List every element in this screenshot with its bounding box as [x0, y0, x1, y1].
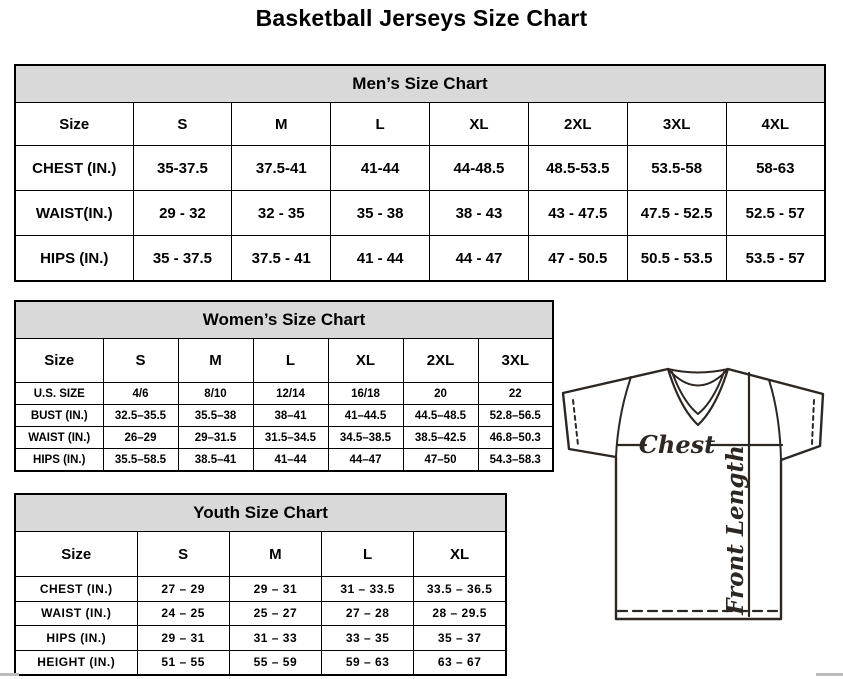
cell: 4/6 [103, 383, 178, 405]
row-label: CHEST (IN.) [15, 577, 137, 602]
col-header: 3XL [627, 103, 726, 146]
table-row [15, 405, 553, 427]
cell: 25 – 27 [229, 601, 321, 626]
cell: 20 [403, 383, 478, 405]
cell: 27 – 28 [322, 601, 414, 626]
table-row [15, 601, 506, 626]
cell: 52.8–56.5 [478, 405, 553, 427]
table-row [15, 103, 825, 146]
col-header: XL [328, 339, 403, 383]
cell: 27 – 29 [137, 577, 229, 602]
table-row [15, 301, 553, 339]
cell: 35 - 37.5 [133, 236, 232, 282]
cell: 63 – 67 [414, 650, 506, 675]
cell: 35 - 38 [331, 191, 430, 236]
cell: 38.5–41 [178, 449, 253, 472]
col-header: Size [15, 532, 137, 577]
cell: 8/10 [178, 383, 253, 405]
col-header: S [137, 532, 229, 577]
cell: 35 – 37 [414, 626, 506, 651]
col-header: M [232, 103, 331, 146]
cell: 34.5–38.5 [328, 427, 403, 449]
youth-size-table [14, 493, 507, 676]
cell: 38 - 43 [430, 191, 529, 236]
right-sleeve-dashed-line [812, 400, 814, 444]
cell: 37.5-41 [232, 146, 331, 191]
row-label: CHEST (IN.) [15, 146, 133, 191]
cell: 47–50 [403, 449, 478, 472]
col-header: 2XL [528, 103, 627, 146]
cell: 41 - 44 [331, 236, 430, 282]
table-row [15, 449, 553, 472]
cell: 47 - 50.5 [528, 236, 627, 282]
row-label: WAIST(IN.) [15, 191, 133, 236]
cell: 31 – 33.5 [322, 577, 414, 602]
mens-size-table [14, 64, 826, 282]
front-length-label: Front Length [722, 445, 749, 615]
cell: 32.5–35.5 [103, 405, 178, 427]
row-label: HIPS (IN.) [15, 449, 103, 472]
table-row [15, 191, 825, 236]
row-label: HEIGHT (IN.) [15, 650, 137, 675]
row-label: HIPS (IN.) [15, 626, 137, 651]
jersey-outline [563, 369, 823, 619]
cell: 32 - 35 [232, 191, 331, 236]
cell: 16/18 [328, 383, 403, 405]
cell: 33 – 35 [322, 626, 414, 651]
col-header: L [253, 339, 328, 383]
col-header: S [133, 103, 232, 146]
cell: 41–44 [253, 449, 328, 472]
right-sleeve-seam [769, 380, 781, 460]
cell: 52.5 - 57 [726, 191, 825, 236]
col-header: Size [15, 339, 103, 383]
cell: 29 - 32 [133, 191, 232, 236]
row-label: U.S. SIZE [15, 383, 103, 405]
table-row [15, 236, 825, 282]
cell: 12/14 [253, 383, 328, 405]
row-label: HIPS (IN.) [15, 236, 133, 282]
cell: 38–41 [253, 405, 328, 427]
cell: 44-48.5 [430, 146, 529, 191]
cell: 24 – 25 [137, 601, 229, 626]
womens-table-title: Women’s Size Chart [15, 301, 553, 339]
cell: 50.5 - 53.5 [627, 236, 726, 282]
col-header: Size [15, 103, 133, 146]
col-header: M [229, 532, 321, 577]
cell: 22 [478, 383, 553, 405]
cell: 44–47 [328, 449, 403, 472]
cell: 33.5 – 36.5 [414, 577, 506, 602]
col-header: L [331, 103, 430, 146]
col-header: 2XL [403, 339, 478, 383]
cell: 26–29 [103, 427, 178, 449]
table-row [15, 650, 506, 675]
col-header: 4XL [726, 103, 825, 146]
page-title: Basketball Jerseys Size Chart [255, 5, 588, 31]
cell: 41-44 [331, 146, 430, 191]
col-header: L [322, 532, 414, 577]
cell: 58-63 [726, 146, 825, 191]
table-row [15, 494, 506, 532]
table-row [15, 383, 553, 405]
row-label: BUST (IN.) [15, 405, 103, 427]
cell: 28 – 29.5 [414, 601, 506, 626]
cell: 29 – 31 [137, 626, 229, 651]
cell: 44 - 47 [430, 236, 529, 282]
cell: 44.5–48.5 [403, 405, 478, 427]
cell: 51 – 55 [137, 650, 229, 675]
left-sleeve-dashed-line [573, 400, 578, 445]
youth-table-title: Youth Size Chart [15, 494, 506, 532]
cell: 48.5-53.5 [528, 146, 627, 191]
mens-table-title: Men’s Size Chart [15, 65, 825, 103]
cell: 31 – 33 [229, 626, 321, 651]
col-header: M [178, 339, 253, 383]
womens-size-table [14, 300, 554, 472]
collar-top-line [668, 369, 728, 373]
col-header: XL [414, 532, 506, 577]
cell: 43 - 47.5 [528, 191, 627, 236]
cell: 35.5–58.5 [103, 449, 178, 472]
chest-label: Chest [638, 430, 716, 459]
cell: 29 – 31 [229, 577, 321, 602]
cell: 53.5-58 [627, 146, 726, 191]
scrollbar-fragment-left[interactable] [0, 673, 19, 676]
cell: 37.5 - 41 [232, 236, 331, 282]
jersey-measurement-diagram [556, 360, 840, 640]
cell: 59 – 63 [322, 650, 414, 675]
cell: 53.5 - 57 [726, 236, 825, 282]
cell: 29–31.5 [178, 427, 253, 449]
cell: 47.5 - 52.5 [627, 191, 726, 236]
cell: 31.5–34.5 [253, 427, 328, 449]
col-header: XL [430, 103, 529, 146]
cell: 54.3–58.3 [478, 449, 553, 472]
cell: 41–44.5 [328, 405, 403, 427]
col-header: S [103, 339, 178, 383]
cell: 55 – 59 [229, 650, 321, 675]
row-label: WAIST (IN.) [15, 427, 103, 449]
col-header: 3XL [478, 339, 553, 383]
table-row [15, 339, 553, 383]
table-row [15, 427, 553, 449]
cell: 35-37.5 [133, 146, 232, 191]
cell: 38.5–42.5 [403, 427, 478, 449]
table-row [15, 532, 506, 577]
cell: 35.5–38 [178, 405, 253, 427]
table-row [15, 577, 506, 602]
row-label: WAIST (IN.) [15, 601, 137, 626]
cell: 46.8–50.3 [478, 427, 553, 449]
scrollbar-fragment-right[interactable] [816, 673, 843, 676]
table-row [15, 626, 506, 651]
table-row [15, 146, 825, 191]
table-row [15, 65, 825, 103]
